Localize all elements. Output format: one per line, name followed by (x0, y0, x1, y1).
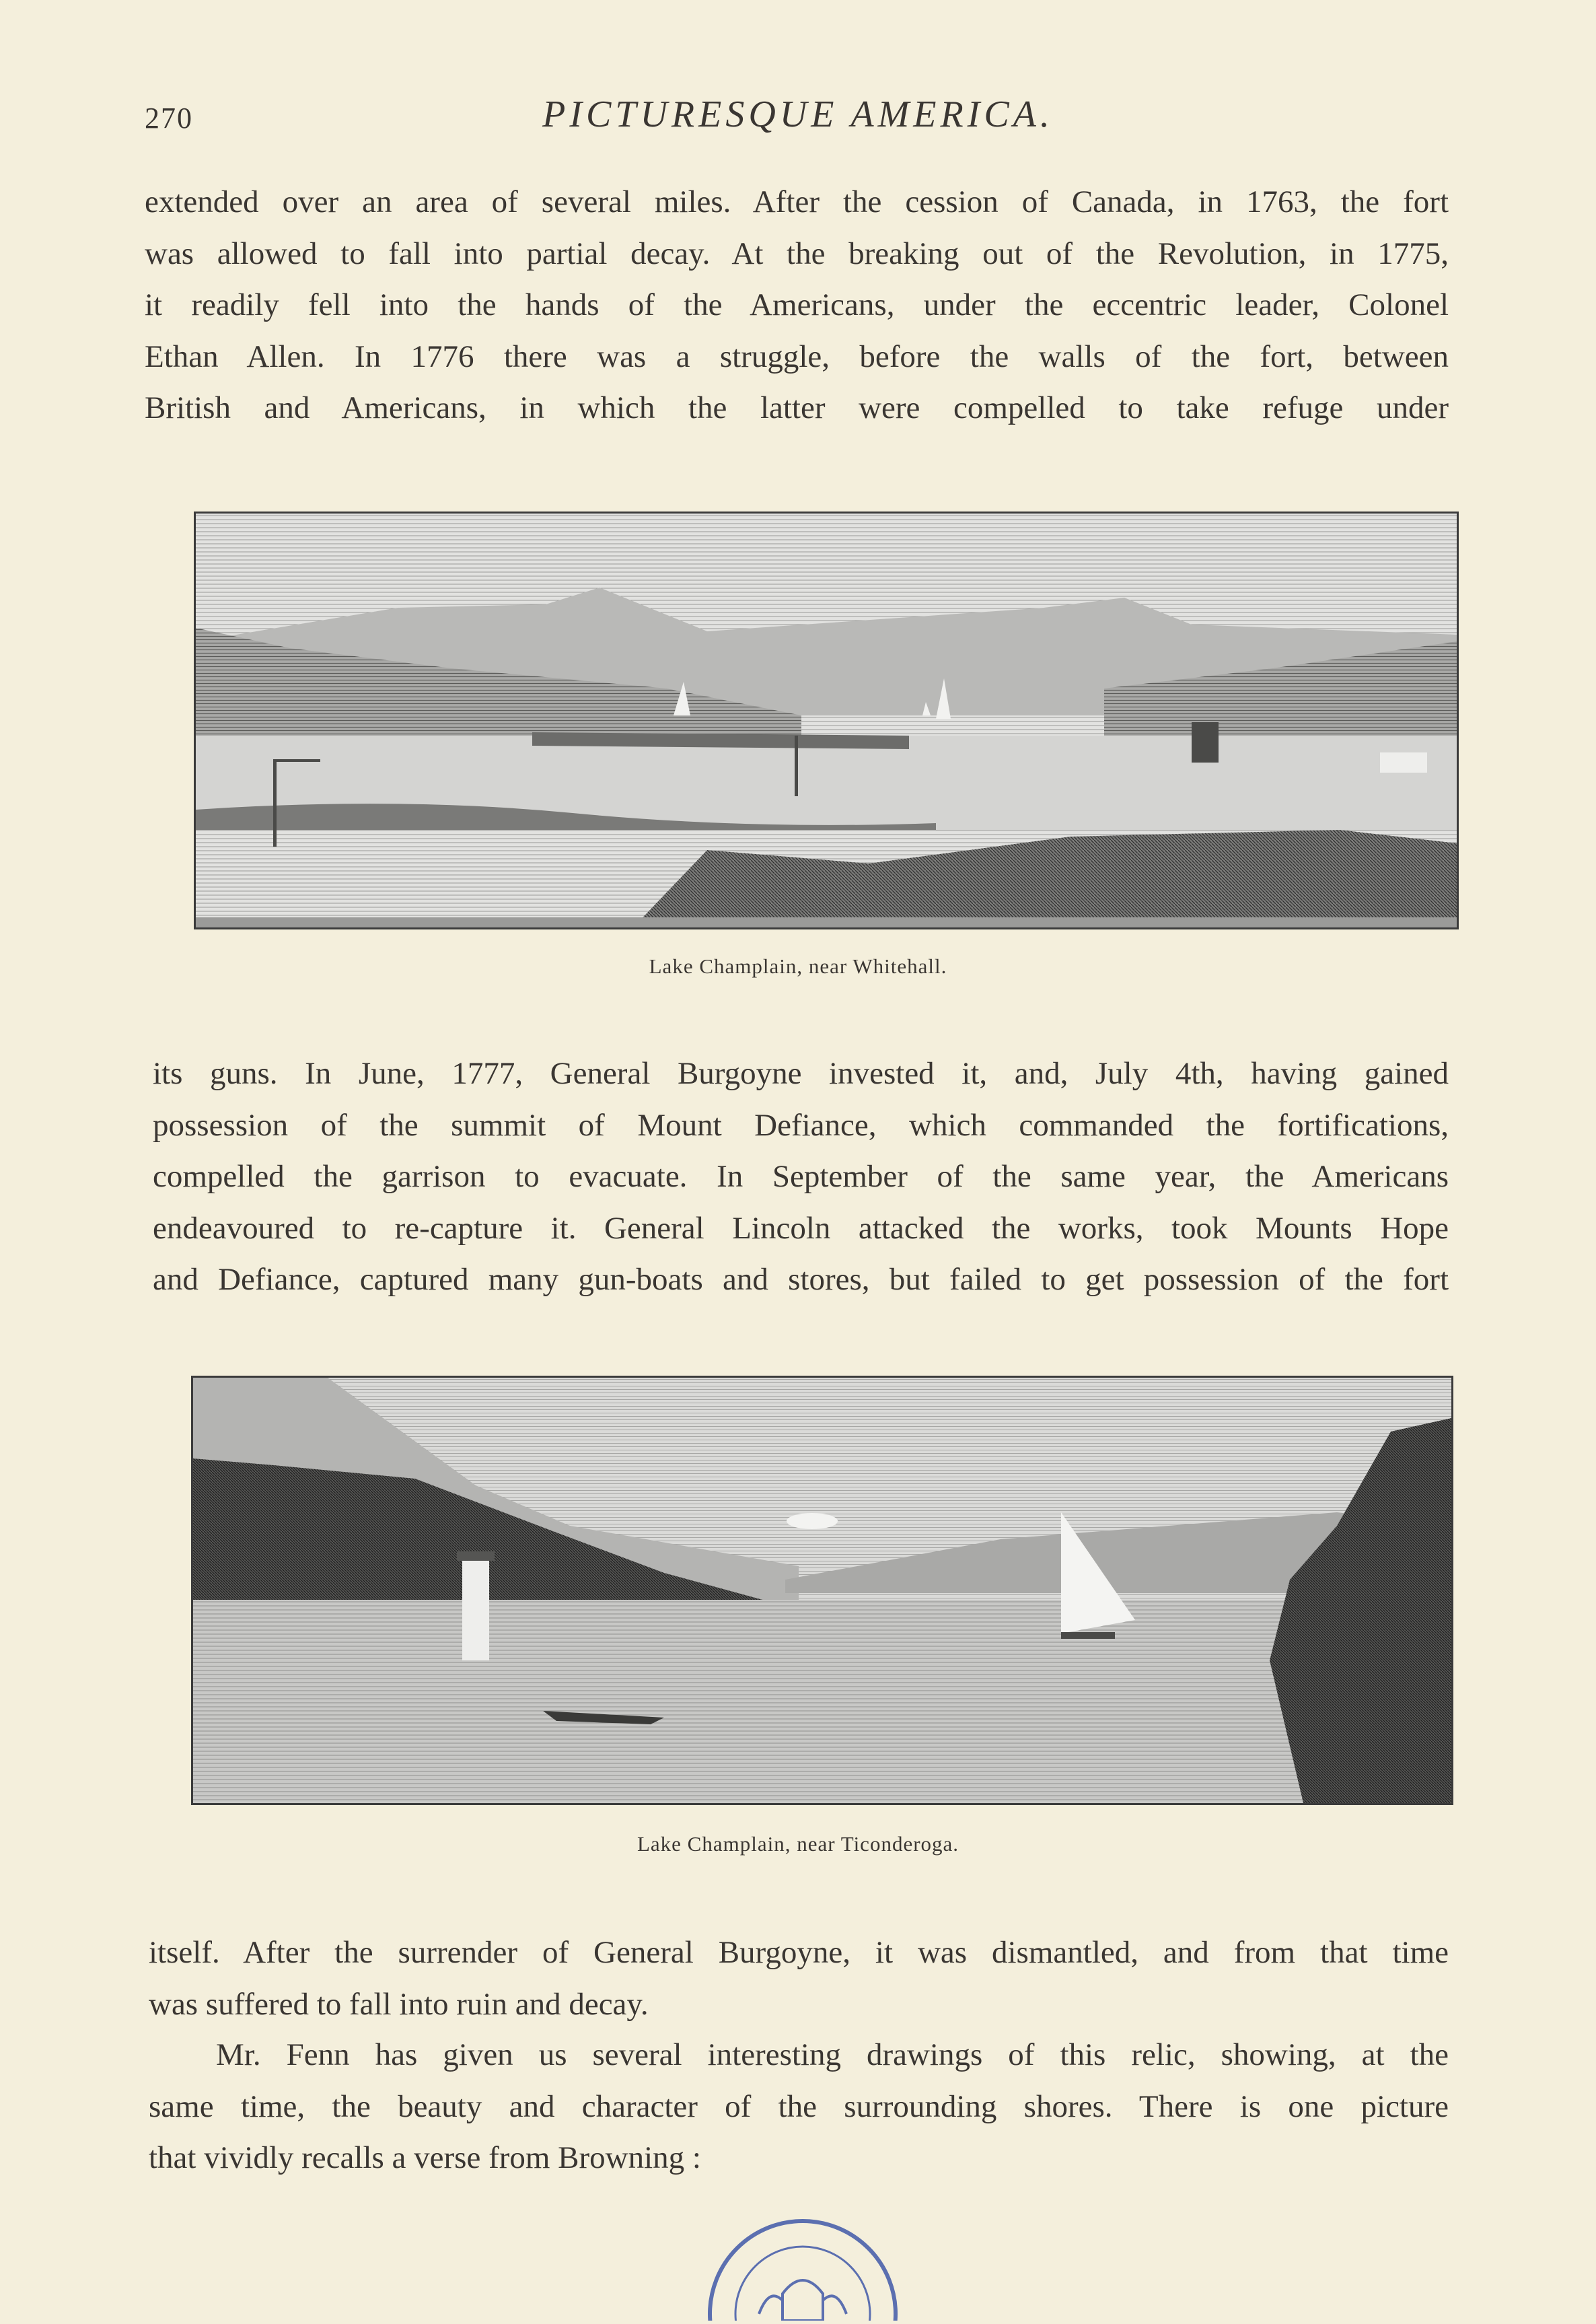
figure-caption-2: Lake Champlain, near Ticonderoga. (637, 1832, 959, 1856)
text-line: was allowed to fall into partial decay. At the breaking out of the Revolution, in 1775, (145, 236, 1449, 271)
text-line: same time, the beauty and character of the surrounding shores. There is one picture (149, 2088, 1449, 2124)
running-title: PICTURESQUE AMERICA. (542, 94, 1054, 135)
text-line: was suffered to fall into ruin and decay. (149, 1986, 649, 2022)
text-line: endeavoured to re-capture it. General Lincoln attacked the works, took Mounts Hope (153, 1210, 1449, 1246)
text-line: and Defiance, captured many gun-boats and stores, but failed to get possession of the fort (153, 1262, 1449, 1297)
text-line: that vividly recalls a verse from Browning : (149, 2140, 701, 2175)
paragraph-1 (145, 176, 1449, 434)
engraving-whitehall (194, 512, 1459, 929)
paragraph-4 (149, 2029, 1449, 2184)
text-line: extended over an area of several miles. After the cession of Canada, in 1763, the fort (145, 184, 1449, 219)
text-line: its guns. In June, 1777, General Burgoyne invested it, and, July 4th, having gained (153, 1056, 1449, 1091)
figure-caption-1: Lake Champlain, near Whitehall. (649, 954, 947, 978)
text-line: Ethan Allen. In 1776 there was a struggle, before the walls of the fort, between (145, 339, 1449, 374)
text-line: British and Americans, in which the latter were compelled to take refuge under (145, 390, 1449, 425)
text-line: it readily fell into the hands of the Americans, under the eccentric leader, Colonel (145, 287, 1449, 322)
text-line: itself. After the surrender of General Burgoyne, it was dismantled, and from that time (149, 1935, 1449, 1970)
paragraph-3 (149, 1927, 1449, 2030)
paragraph-2 (153, 1048, 1449, 1306)
british-museum-stamp (705, 2213, 900, 2321)
engraving-ticonderoga (191, 1376, 1453, 1805)
text-line: Mr. Fenn has given us several interesting drawings of this relic, showing, at the (216, 2037, 1449, 2072)
text-line: compelled the garrison to evacuate. In September of the same year, the Americans (153, 1159, 1449, 1194)
text-line: possession of the summit of Mount Defiance, which commanded the fortifications, (153, 1107, 1449, 1143)
page-number: 270 (145, 102, 193, 135)
